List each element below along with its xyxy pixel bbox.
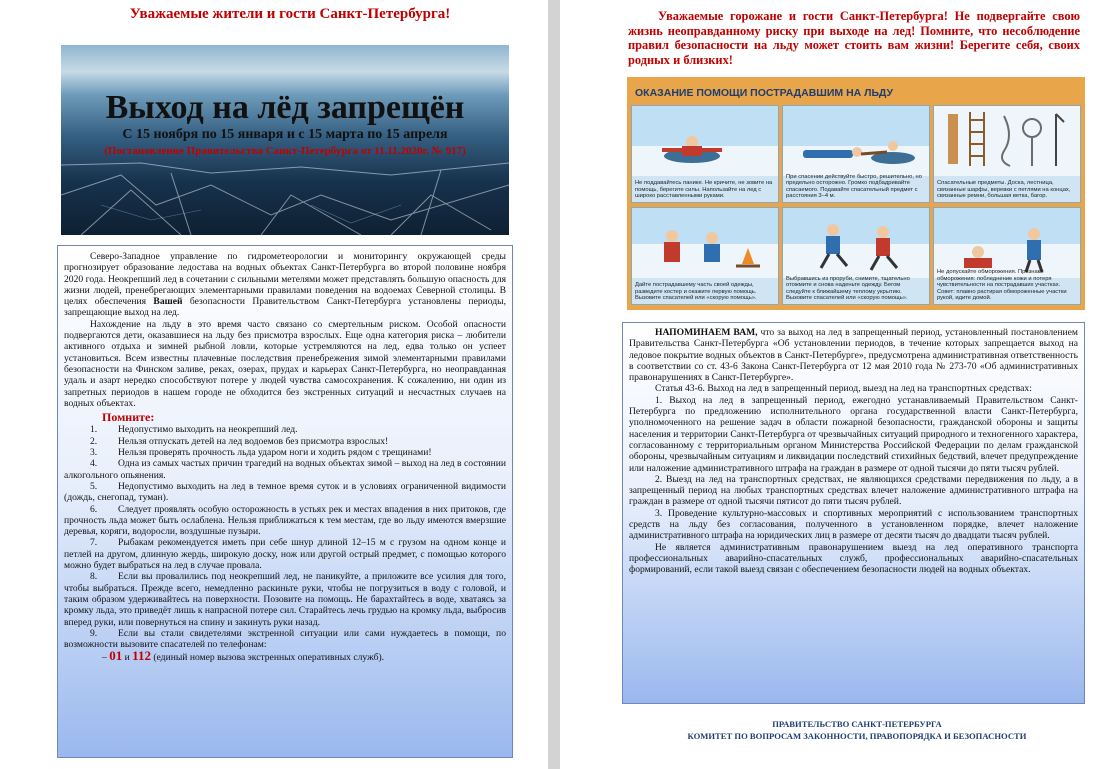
rule-item: 3. Нельзя проверять прочность льда ударом ноги и ходить рядом с трещинами! [90, 447, 432, 459]
rule-item: 7. Рыбакам рекомендуется иметь при себе шнур длиной 12–15 м с грузом на одном конце и петлей на другом, длинную жердь, широкую доску, нож или другой острый предмет, с помощью которого можно будет выбраться на лед в случае провала. [64, 537, 506, 572]
left-header: Уважаемые жители и гости Санкт-Петербурга! [129, 6, 451, 22]
footer-government: ПРАВИТЕЛЬСТВО САНКТ-ПЕТЕРБУРГА [772, 719, 942, 729]
left-info-box [57, 245, 513, 758]
article-title: Статья 43-6. Выход на лед в запрещенный период, выезд на лед на транспортных средствах: [655, 383, 1032, 395]
ice-rescue-poster [627, 77, 1085, 310]
frostbite-warning-icon [934, 208, 1081, 278]
poster-caption: Не поддавайтесь панике. Не кричите, не зовите на помощь, берегите силы. Напользайте на лед с широко расставленными руками. [635, 180, 773, 200]
rule-item: 6. Следует проявлять особую осторожность в устьях рек и местах впадения в них притоков, где прочность льда может быть ослаблена. Нельзя приближаться к тем местам, где во льду имеются вмерзшие деревья, коряги, водоросли, воздушные пузыри. [64, 503, 506, 538]
rule-item: 4. Одна из самых частых причин трагедий на водных объектах зимой – выход на лед в состоянии алкогольного опьянения. [64, 458, 506, 481]
poster-panel-5 [782, 207, 930, 305]
reminder-paragraph [629, 327, 1078, 383]
poster-caption: Не допускайте обморожения. Признаки обморожения: побледнение кожи и потеря чувствительности на пострадавших участках. Совет: плавно растирая обмороженные участки рукой, идите домой. [937, 269, 1067, 302]
footer [628, 718, 1086, 742]
ice-hero-banner [61, 45, 509, 235]
running-person-icon [783, 208, 930, 278]
rescue-tools-icon [934, 106, 1081, 176]
page-divider [548, 0, 560, 769]
emergency-phones: – 01 и 112 (единый номер вызова экстренных оперативных служб). [102, 648, 385, 664]
poster-panel-6 [933, 207, 1081, 305]
reminder-lead: НАПОМИНАЕМ ВАМ, [655, 327, 758, 338]
poster-panel-1 [631, 105, 779, 203]
footer-committee: КОМИТЕТ ПО ВОПРОСАМ ЗАКОННОСТИ, ПРАВОПОРЯДКА И БЕЗОПАСНОСТИ [687, 731, 1027, 741]
hero-title: Выход на лёд запрещён [105, 89, 465, 126]
poster-panel-2 [782, 105, 930, 203]
poster-caption: Выбравшись из проруби, снимите, тщательно отожмите и снова наденьте одежду. Бегом следуйте к ближайшему теплому укрытию. Вызовите спасателей или «скорую помощь». [786, 275, 910, 302]
risk-paragraph: Нахождение на льду в это время часто связано со смертельным риском. Особой опасности подвергаются дети, оказавшиеся на льду без присмотра взрослых. Еще одна категория риска – любители активного отдыха и зимней рыбной ловли, которые устремляются на лед, едва только он успеет установиться. Всем известны плачевные последствия пренебрежения зимой элементарными правилами безопасности на Финском заливе, реках, озерах, прудах и карьерах Санкт-Петербурга, но неоправданная удаль и азарт нередко способствуют потере у людей чувства самосохранения. К сожалению, ни один из запретных периодов в нашем городе не обходится без экстренных ситуаций и несчастных случаев на водных объектах. [64, 318, 506, 409]
first-aid-fire-icon [632, 208, 779, 278]
article-item: Не является административным правонарушением выезд на лед оперативного транспорта профессиональных аварийно-спасательных служб, профессиональных аварийно-спасательных формирований, если такой выезд связан с обеспечением безопасности людей на водных объектах. [629, 541, 1078, 576]
rule-item: 2. Нельзя отпускать детей на лед водоемов без присмотра взрослых! [90, 435, 389, 447]
poster-title: ОКАЗАНИЕ ПОМОЩИ ПОСТРАДАВШИМ НА ЛЬДУ [635, 87, 894, 99]
article-item: 2. Выезд на лед на транспортных средствах, не являющихся средствами передвижения по льду, а в запрещенный период на любых транспортных средствах влечет наложение административного штрафа на граждан в размере от одной тысячи пятисот до пяти тысяч рублей. [629, 473, 1078, 508]
rule-item: 9. Если вы стали свидетелями экстренной ситуации или сами нуждаетесь в помощи, по возможности вызовите спасателей по телефонам: [64, 627, 506, 651]
article-item: 3. Проведение культурно-массовых и спортивных мероприятий с использованием транспортных средств на льду без согласования, полученного в установленном порядке, влечет наложение административного штрафа на юридических лиц в размере от десяти тысяч до двадцати тысяч рублей. [629, 507, 1078, 542]
remember-heading: Помните: [102, 410, 155, 425]
right-header-text: Уважаемые горожане и гости Санкт-Петербурга! Не подвергайте свою жизнь неоправданному риску при выходе на лед! Помните, что несоблюдение правил безопасности на льду может стоить вам жизни! Берегите себя, своих родных и близких! [628, 9, 1080, 67]
rescuer-crawling-icon [783, 106, 930, 176]
intro-paragraph [64, 251, 506, 319]
poster-panel-3 [933, 105, 1081, 203]
article-item: 1. Выход на лед в запрещенный период, ежегодно устанавливаемый Правительством Санкт-Петербурга по предложению исполнительного органа государственной власти Санкт-Петербурга, уполномоченного на решение задач в области пожарной безопасности, гражданской обороны и защиты населения и территории Санкт-Петербурга от чрезвычайных ситуаций природного и техногенного характера, согласованному с территориальным органом Министерства Российской Федерации по делам гражданской обороны, чрезвычайным ситуациям и ликвидации последствий стихийных бедствий, влечет предупреждение или наложение административного штрафа на граждан в размере от одной тысячи до пяти тысяч рублей. [629, 394, 1078, 474]
left-page [0, 0, 548, 769]
person-in-ice-hole-icon [632, 106, 779, 176]
poster-caption: При спасении действуйте быстро, решительно, но предельно осторожно. Громко подбадривайте спасаемого. Подавайте спасательный предмет с расстояния 3–4 м. [786, 173, 922, 200]
poster-caption: Спасательные предметы. Доска, лестница, связанные шарфы, веревки с петлями на концах, связанные ремни, большая ветка, багор. [937, 180, 1071, 200]
reminder-text: что за выход на лед в запрещенный период, установленный постановлением Правительства Санкт-Петербурга «Об установлении периодов, в течение которых запрещается выход на ледовое покрытие водных объектов в Санкт-Петербурге», предусмотрена административная ответственность в соответствии со ст. 43-6 Закона Санкт-Петербурга от 12 мая 2010 года № 273-70 «Об административных правонарушениях в Санкт-Петербурге». [629, 327, 1078, 384]
phone-112: 112 [132, 648, 151, 664]
rules-list [64, 424, 506, 650]
rule-item: 8. Если вы провалились под неокрепший лед, не паникуйте, а приложите все усилия для того, чтобы выбраться. Прежде всего, немедленно раскиньте руки, чтобы не погрузиться в воду с головой, и таким образом удерживайтесь на поверхности. Позовите на помощь. Не барахтайтесь в воде, хватаясь за кромку льда, это приведёт лишь к напрасной потере сил. Старайтесь лечь грудью на кромку льда, выбросив вперед руки, или повернуться на спину и закинуть руки назад. [64, 571, 506, 628]
rule-item: 1. Недопустимо выходить на неокрепший лед. [90, 424, 298, 436]
hero-subtitle: С 15 ноября по 15 января и с 15 марта по 15 апреля [122, 127, 448, 142]
intro-text: Северо-Западное управление по гидрометеорологии и мониторингу окружающей среды прогнозирует образование ледостава на водных объектах Санкт-Петербурга во второй половине ноября 2020 года. Неокрепший лед в сочетании с сильными метелями может представлять большую опасность для жизни людей, пренебрегающих элементарными правилами поведения на водоемах Северной столицы. В целях обеспечения [64, 251, 506, 308]
right-header [628, 9, 1080, 67]
phone-01: 01 [109, 648, 123, 664]
poster-panel-4 [631, 207, 779, 305]
phone-note: (единый номер вызова экстренных оперативных служб). [153, 652, 385, 664]
intro-bold: Вашей [153, 296, 183, 308]
hero-decree: (Постановление Правительства Санкт-Петербурга от 11.11.2020г. № 917) [104, 145, 466, 157]
legal-reminder-box [622, 322, 1085, 704]
rule-item: 5. Недопустимо выходить на лед в темное время суток и в условиях ограниченной видимости (дождь, снегопад, туман). [64, 480, 506, 504]
poster-caption: Дайте пострадавшему часть своей одежды, разведите костер и окажите первую помощь. Вызовите спасателей или «скорую помощь». [635, 282, 757, 302]
intro-end: безопасности Правительством Санкт-Петербурга установлены периоды, запрещающие выход на лед. [64, 296, 507, 319]
